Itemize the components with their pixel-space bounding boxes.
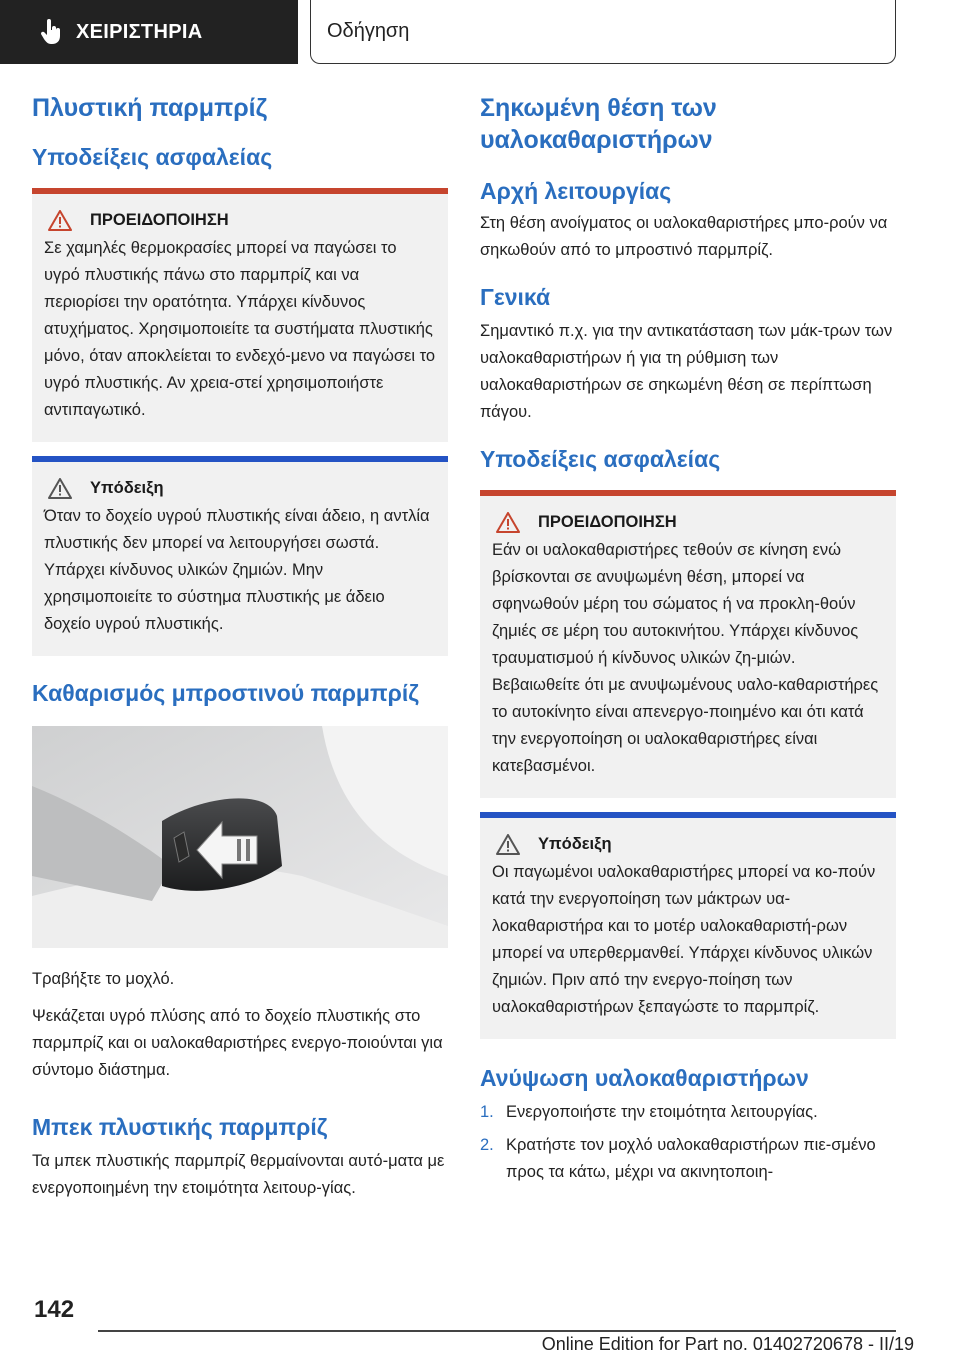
warning-triangle-icon bbox=[496, 512, 520, 533]
jets-heading: Μπεκ πλυστικής παρμπρίζ bbox=[32, 1114, 328, 1140]
warning-title: ΠΡΟΕΙΔΟΠΟΙΗΣΗ bbox=[90, 211, 229, 229]
left-column bbox=[32, 92, 448, 1202]
note-box-header bbox=[44, 478, 436, 499]
note-text: Οι παγωμένοι υαλοκαθαριστήρες μπορεί να κο-πούν κατά την ενεργοποίηση των μάκτρων υα-λοκαθαριστήρα και το μοτέρ υαλοκαθαριστή-ρων μπορεί να υπερθερμανθεί. Υπάρχει κίνδυνος υλικών ζημιών. Πριν από την ενεργο-ποίηση των υαλοκαθαριστήρων ξεπαγώστε το παρμπρίζ. bbox=[492, 863, 876, 1016]
safety-heading-right: Υποδείξεις ασφαλείας bbox=[480, 446, 721, 472]
note-title: Υπόδειξη bbox=[538, 835, 612, 853]
section-title: Οδήγηση bbox=[310, 0, 896, 64]
safety-heading-left: Υποδείξεις ασφαλείας bbox=[32, 144, 273, 170]
note-text: Όταν το δοχείο υγρού πλυστικής είναι άδειο, η αντλία πλυστικής δεν μπορεί να λειτουργήσει σωστά. Υπάρχει κίνδυνος υλικών ζημιών. Μην χρησιμοποιείτε το σύστημα πλυστικής με άδειο δοχείο υγρού πλυστικής. bbox=[44, 507, 430, 633]
wiper-lever-image bbox=[32, 726, 448, 948]
note-title: Υπόδειξη bbox=[90, 479, 164, 497]
raised-position-heading: Σηκωμένη θέση των υαλοκαθαριστήρων bbox=[480, 94, 717, 154]
warning-text: Εάν οι υαλοκαθαριστήρες τεθούν σε κίνηση ενώ βρίσκονται σε ανυψωμένη θέση, μπορεί να σφηνωθούν μέρη του σώματος ή να προκλη-θούν ζημιές σε μέρη του αυτοκινήτου. Υπάρχει κίνδυνος τραυματισμού ή κίνδυνος υλικών ζη-μιών. Βεβαιωθείτε ότι με ανυψωμένους υαλο-καθαριστήρες το αυτοκίνητο είναι απενεργο-ποιημένο και ότι κατά την ενεργοποίηση οι υαλοκαθαριστήρες είναι κατεβασμένοι. bbox=[492, 541, 879, 775]
caution-triangle-icon bbox=[48, 478, 72, 499]
step-text: Ενεργοποιήστε την ετοιμότητα λειτουργίας. bbox=[506, 1103, 818, 1121]
hand-pointer-icon bbox=[40, 19, 62, 45]
right-column bbox=[480, 92, 896, 1186]
warning-box-header bbox=[492, 512, 884, 533]
step-text: Κρατήστε τον μοχλό υαλοκαθαριστήρων πιε-σμένο προς τα κάτω, μέχρι να ακινητοποιη- bbox=[506, 1136, 876, 1181]
step-number: 1. bbox=[480, 1103, 494, 1121]
list-item bbox=[480, 1132, 896, 1186]
list-item bbox=[480, 1099, 896, 1126]
warning-box-left bbox=[32, 188, 448, 442]
pull-lever-text: Τραβήξτε το μοχλό. bbox=[32, 970, 175, 988]
chapter-tab[interactable] bbox=[0, 0, 298, 64]
raise-heading: Ανύψωση υαλοκαθαριστήρων bbox=[480, 1065, 809, 1091]
warning-box-right bbox=[480, 490, 896, 798]
spray-text: Ψεκάζεται υγρό πλύσης από το δοχείο πλυστικής στο παρμπρίζ και οι υαλοκαθαριστήρες ενεργο-ποιούνται για σύντομο διάστημα. bbox=[32, 1007, 443, 1079]
principle-heading: Αρχή λειτουργίας bbox=[480, 178, 672, 204]
edition-text: Online Edition for Part no. 01402720678 - II/19 bbox=[541, 1334, 914, 1354]
principle-text: Στη θέση ανοίγματος οι υαλοκαθαριστήρες μπο-ρούν να σηκωθούν από το μπροστινό παρμπρίζ. bbox=[480, 214, 888, 259]
general-text: Σημαντικό π.χ. για την αντικατάσταση των μάκ-τρων των υαλοκαθαριστήρων ή για τη ρύθμιση των υαλοκαθαριστήρων σε σηκωμένη θέση σε περίπτωση πάγου. bbox=[480, 322, 893, 421]
cleaning-heading: Καθαρισμός μπροστινού παρμπρίζ bbox=[32, 680, 419, 706]
step-number: 2. bbox=[480, 1136, 494, 1154]
footer-divider bbox=[98, 1330, 896, 1332]
warning-triangle-icon bbox=[48, 210, 72, 231]
page-number: 142 bbox=[34, 1296, 75, 1323]
general-heading: Γενικά bbox=[480, 284, 551, 310]
note-box-right bbox=[480, 812, 896, 1039]
washer-heading: Πλυστική παρμπρίζ bbox=[32, 94, 268, 122]
caution-triangle-icon bbox=[496, 834, 520, 855]
steps-list bbox=[480, 1099, 896, 1186]
jets-text: Τα μπεκ πλυστικής παρμπρίζ θερμαίνονται αυτό-ματα με ενεργοποιημένη την ετοιμότητα λειτουρ-γίας. bbox=[32, 1152, 445, 1197]
warning-text: Σε χαμηλές θερμοκρασίες μπορεί να παγώσει το υγρό πλυστικής πάνω στο παρμπρίζ και να περιορίσει την ορατότητα. Υπάρχει κίνδυνος ατυχήματος. Χρησιμοποιείτε τα συστήματα πλυστικής μόνο, όταν αποκλείεται το ενδεχό-μενο να παγώσει το υγρό πλυστικής. Αν χρεια-στεί χρησιμοποιήστε αντιπαγωτικό. bbox=[44, 239, 436, 419]
chapter-tab-label: ΧΕΙΡΙΣΤΗΡΙΑ bbox=[76, 20, 203, 43]
note-box-left bbox=[32, 456, 448, 656]
note-box-header bbox=[492, 834, 884, 855]
warning-title: ΠΡΟΕΙΔΟΠΟΙΗΣΗ bbox=[538, 513, 677, 531]
warning-box-header bbox=[44, 210, 436, 231]
